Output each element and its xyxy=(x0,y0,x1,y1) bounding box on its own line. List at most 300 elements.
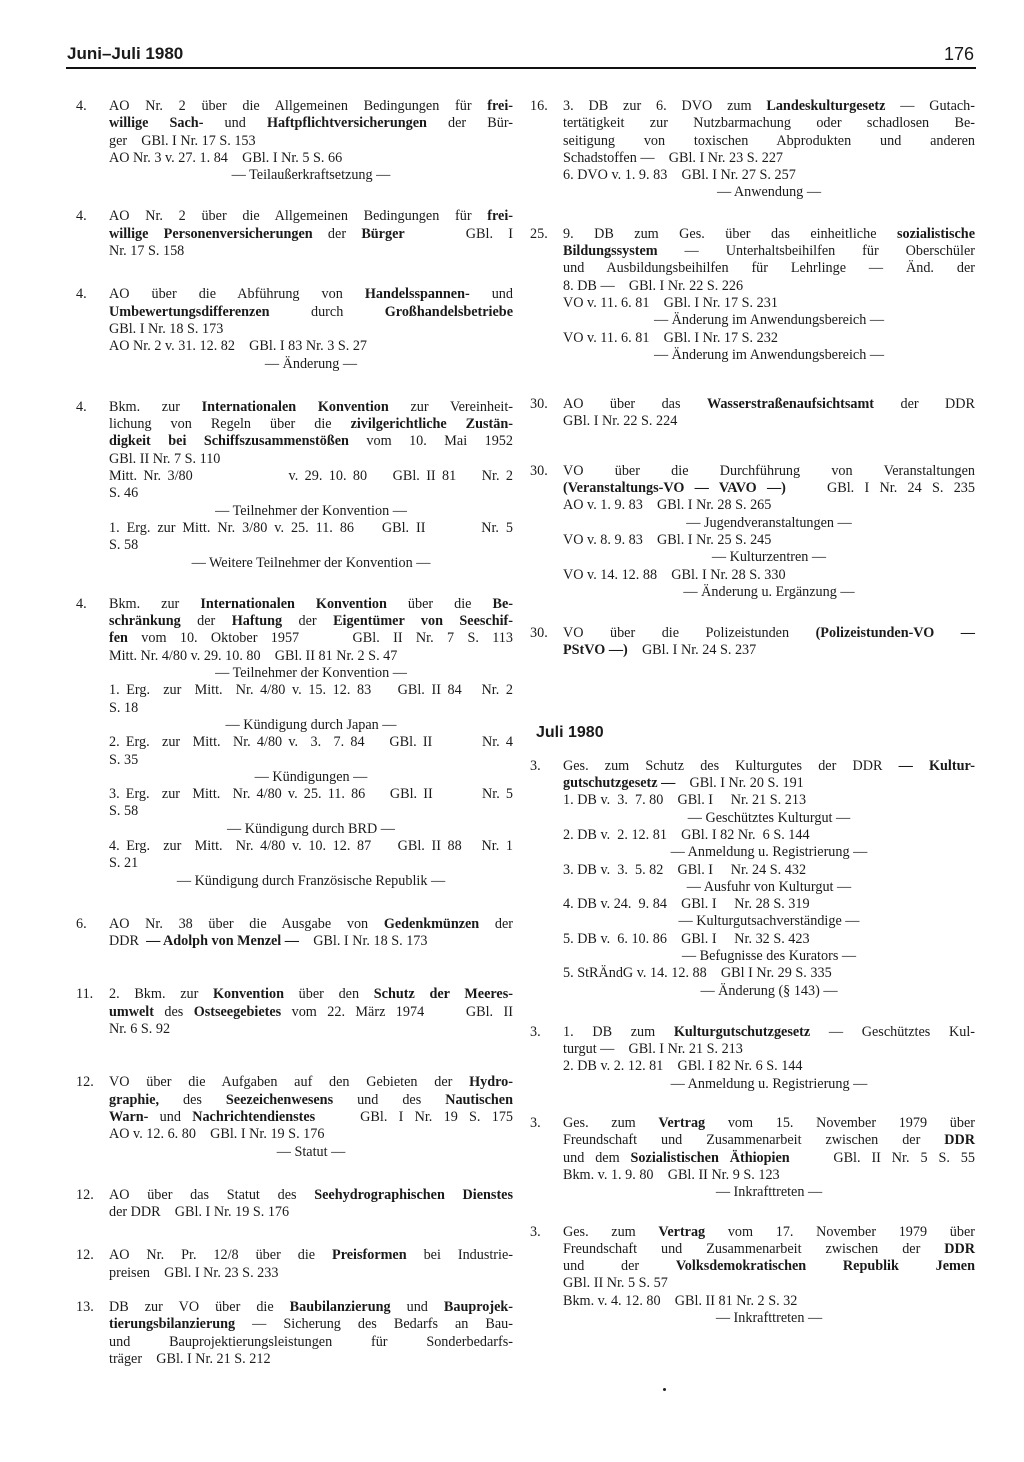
entry-line xyxy=(563,1041,975,1058)
text-run: — Änderung im Anwendungsbereich — xyxy=(653,346,885,363)
entry-line xyxy=(109,1204,513,1221)
entry-day: 12. xyxy=(76,1247,94,1264)
entry-line xyxy=(109,399,513,416)
entry-line xyxy=(109,734,513,751)
text-run: zur Vereinheit- xyxy=(388,398,513,415)
bold-keyword: Hydro- xyxy=(469,1074,513,1091)
entry-line xyxy=(563,625,975,642)
entry-line xyxy=(109,855,513,872)
register-entry xyxy=(76,1074,513,1160)
text-run: Ges. zum xyxy=(563,1223,659,1240)
entry-line xyxy=(563,278,975,295)
text-run: GBl. I Nr. 19 S. 175 xyxy=(315,1108,514,1125)
entry-line xyxy=(109,803,513,820)
bold-keyword: Großhandelsbetriebe xyxy=(384,303,513,320)
register-entry xyxy=(76,916,513,951)
entry-line xyxy=(563,642,975,659)
text-run: — Teilnehmer der Konvention — xyxy=(215,502,407,519)
entry-line xyxy=(109,1265,513,1282)
text-run: der Bür- xyxy=(426,115,513,132)
text-run: der DDR xyxy=(874,396,975,413)
entry-day: 4. xyxy=(76,398,87,415)
entry-note xyxy=(563,844,975,861)
entry-body xyxy=(563,226,975,364)
bold-keyword: Haftung xyxy=(231,613,283,630)
bold-keyword: Vertrag xyxy=(658,1115,706,1132)
register-entry xyxy=(530,396,975,431)
entry-line xyxy=(109,1092,513,1109)
text-run: — Gutach- xyxy=(885,98,975,114)
entry-line xyxy=(109,1074,513,1091)
bold-keyword: gutschutzgesetz — xyxy=(563,775,676,792)
text-run: Mitt. Nr. 3/80 v. 29. 10. 80 GBl. II 81 Nr. 2 xyxy=(109,468,513,485)
text-run: seitigung von toxischen Abprodukten und anderen xyxy=(563,132,975,149)
text-run: Bkm. v. 1. 9. 80 GBl. II Nr. 9 S. 123 xyxy=(563,1166,780,1183)
text-run: und Ausbildungsbeihilfen für Lehrlinge — Änd. der xyxy=(563,260,975,277)
text-run: VO v. 11. 6. 81 GBl. I Nr. 17 S. 232 xyxy=(563,329,778,346)
entry-line xyxy=(563,1224,975,1241)
text-run: Schadstoffen — GBl. I Nr. 23 S. 227 xyxy=(563,149,784,166)
entry-day: 25. xyxy=(530,225,548,242)
entry-line xyxy=(563,567,975,584)
text-run: — Jugendveranstaltungen — xyxy=(686,514,852,531)
text-run: träger GBl. I Nr. 21 S. 212 xyxy=(109,1350,271,1367)
register-entry xyxy=(530,463,975,601)
text-run: 4. Erg. zur Mitt. Nr. 4/80 v. 10. 12. 87 GBl. II 88 Nr. 1 xyxy=(109,837,513,854)
text-run: GBl. II Nr. 5 S. 55 xyxy=(789,1149,975,1166)
text-run: AO Nr. 38 über die Ausgabe von xyxy=(109,915,384,932)
text-run: VO v. 8. 9. 83 GBl. I Nr. 25 S. 245 xyxy=(563,531,772,548)
entry-day: 4. xyxy=(76,286,87,303)
text-run: GBl. I Nr. 22 S. 224 xyxy=(563,413,678,430)
entry-day: 30. xyxy=(530,462,548,479)
entry-body xyxy=(109,1187,513,1222)
text-run: — Statut — xyxy=(276,1143,346,1160)
entry-line xyxy=(109,752,513,769)
entry-note xyxy=(563,347,975,364)
bold-keyword: frei- xyxy=(487,98,513,114)
running-header-date-range: Juni–Juli 1980 xyxy=(67,44,184,63)
text-run: — Kündigung durch BRD — xyxy=(227,820,395,837)
entry-line xyxy=(109,1351,513,1368)
entry-body xyxy=(109,286,513,372)
bold-keyword: Ostseegebietes xyxy=(193,1003,282,1020)
entry-note xyxy=(109,769,513,786)
bold-keyword: Haftpflichtversicherungen xyxy=(266,115,427,132)
entry-line xyxy=(109,433,513,450)
entry-note xyxy=(563,1076,975,1093)
entry-line xyxy=(109,133,513,150)
register-entry xyxy=(530,1024,975,1093)
entry-line xyxy=(563,965,975,982)
july-entries xyxy=(530,758,975,1328)
june-entries xyxy=(530,98,975,660)
entry-line xyxy=(563,150,975,167)
text-run: des xyxy=(153,1003,194,1020)
text-run: und dem xyxy=(563,1149,631,1166)
entry-day: 16. xyxy=(530,98,548,114)
text-run: — Änderung im Anwendungsbereich — xyxy=(653,312,885,329)
entry-line xyxy=(563,862,975,879)
entry-day: 11. xyxy=(76,986,94,1003)
bold-keyword: Baubilanzierung xyxy=(289,1299,391,1316)
entry-line xyxy=(563,931,975,948)
register-entry xyxy=(76,399,513,572)
text-run: des xyxy=(159,1091,226,1108)
text-run: über den xyxy=(283,986,374,1003)
register-entry xyxy=(76,1247,513,1282)
register-entry xyxy=(76,286,513,372)
bold-keyword: DDR xyxy=(944,1240,975,1257)
entry-line xyxy=(563,775,975,792)
entry-day: 3. xyxy=(530,757,541,774)
bold-keyword: Be- xyxy=(492,595,514,612)
text-run: 1. Erg. zur Mitt. Nr. 3/80 v. 25. 11. 86 GBl. II Nr. 5 xyxy=(109,519,513,536)
bold-keyword: Wasserstraßenaufsichtsamt xyxy=(706,396,875,413)
text-run: Freundschaft und Zusammenarbeit zwischen der xyxy=(563,1132,945,1149)
entry-line xyxy=(109,786,513,803)
bold-keyword: sozialistische xyxy=(896,225,975,242)
bold-keyword: digkeit bei Schiffszusammenstößen xyxy=(109,433,349,450)
entry-note xyxy=(563,184,975,201)
entry-day: 4. xyxy=(76,208,87,225)
text-run: ger GBl. I Nr. 17 S. 153 xyxy=(109,132,256,149)
entry-line xyxy=(109,150,513,167)
text-run: — Befugnisse des Kurators — xyxy=(681,947,857,964)
entry-body xyxy=(563,625,975,660)
entry-line xyxy=(563,260,975,277)
entry-line xyxy=(563,1132,975,1149)
text-run: AO über das Statut des xyxy=(109,1186,315,1203)
entry-note xyxy=(563,1310,975,1327)
text-run: — Kündigung durch Französische Republik — xyxy=(176,872,446,889)
bold-keyword: Handelsspannen- xyxy=(364,286,470,303)
text-run: der xyxy=(180,613,232,630)
text-run: 2. Erg. zur Mitt. Nr. 4/80 v. 3. 7. 84 GBl. II Nr. 4 xyxy=(109,734,513,751)
entry-line xyxy=(109,1021,513,1038)
entry-line xyxy=(109,682,513,699)
entry-line xyxy=(563,758,975,775)
entry-line xyxy=(109,1126,513,1143)
bold-keyword: Volksdemokratischen Republik Jemen xyxy=(675,1258,975,1275)
entry-line xyxy=(563,115,975,132)
text-run: Nr. 6 S. 92 xyxy=(109,1021,171,1038)
text-run: — Geschütztes Kulturgut — xyxy=(687,809,851,826)
entry-note xyxy=(563,584,975,601)
entry-line xyxy=(109,933,513,950)
entry-line xyxy=(563,330,975,347)
text-run: AO Nr. 3 v. 27. 1. 84 GBl. I Nr. 5 S. 66 xyxy=(109,149,343,166)
bold-keyword: — Adolph von Menzel — xyxy=(146,933,299,950)
entry-line xyxy=(109,321,513,338)
entry-body xyxy=(109,208,513,260)
entry-day: 3. xyxy=(530,1223,541,1240)
entry-line xyxy=(563,1167,975,1184)
entry-line xyxy=(109,208,513,225)
entry-line xyxy=(109,596,513,613)
text-run: GBl. I Nr. 18 S. 173 xyxy=(109,320,224,337)
text-run: und der xyxy=(563,1258,676,1275)
header-rule xyxy=(66,67,976,69)
entry-body xyxy=(563,463,975,601)
register-entry xyxy=(76,986,513,1038)
entry-day: 12. xyxy=(76,1074,94,1091)
entry-line xyxy=(563,413,975,430)
entry-line xyxy=(109,1109,513,1126)
entry-line xyxy=(563,480,975,497)
text-run: vom 15. November 1979 über xyxy=(705,1115,975,1132)
entry-note xyxy=(109,167,513,184)
text-run: VO über die Durchführung von Veranstaltungen xyxy=(563,462,975,479)
text-run: S. 35 xyxy=(109,751,139,768)
text-run: VO v. 14. 12. 88 GBl. I Nr. 28 S. 330 xyxy=(563,566,786,583)
text-run: DDR xyxy=(109,933,147,950)
section-heading-july: Juli 1980 xyxy=(536,723,604,741)
text-run: AO Nr. 2 über die Allgemeinen Bedingungen für xyxy=(109,208,488,225)
text-run: — Unterhaltsbeihilfen für Oberschüler xyxy=(657,243,975,260)
text-run: der xyxy=(312,225,362,242)
bold-keyword: schränkung xyxy=(109,613,181,630)
entry-note xyxy=(563,515,975,532)
text-run: und des xyxy=(333,1091,446,1108)
entry-note xyxy=(563,1184,975,1201)
entry-day: 30. xyxy=(530,396,548,413)
entry-line xyxy=(563,1241,975,1258)
entry-line xyxy=(563,497,975,514)
entry-body xyxy=(109,399,513,572)
text-run: GBl. I Nr. 18 S. 173 xyxy=(299,933,428,950)
bold-keyword: Preisformen xyxy=(332,1247,407,1264)
bold-keyword: DDR xyxy=(944,1132,975,1149)
entry-line xyxy=(563,396,975,413)
entry-body xyxy=(109,1247,513,1282)
entry-day: 4. xyxy=(76,98,87,114)
entry-body xyxy=(109,1299,513,1368)
bold-keyword: willige Sach- xyxy=(109,115,204,132)
text-run: — Änderung u. Ergänzung — xyxy=(683,583,855,600)
register-entry xyxy=(530,98,975,202)
bold-keyword: — Kultur- xyxy=(898,757,975,774)
entry-line xyxy=(109,468,513,485)
text-run: vom 17. November 1979 über xyxy=(705,1223,975,1240)
entry-day: 4. xyxy=(76,595,87,612)
register-entry xyxy=(530,758,975,1000)
entry-note xyxy=(563,810,975,827)
register-entry xyxy=(76,208,513,260)
bold-keyword: Bürger xyxy=(361,225,405,242)
entry-day: 13. xyxy=(76,1299,94,1316)
text-run: 3. Erg. zur Mitt. Nr. 4/80 v. 25. 11. 86 GBl. II Nr. 5 xyxy=(109,786,513,803)
text-run: 6. DVO v. 1. 9. 83 GBl. I Nr. 27 S. 257 xyxy=(563,167,796,184)
entry-note xyxy=(563,549,975,566)
entry-line xyxy=(109,1247,513,1264)
entry-line xyxy=(109,700,513,717)
text-run: 5. DB v. 6. 10. 86 GBl. I Nr. 32 S. 423 xyxy=(563,930,810,947)
text-run: durch xyxy=(269,303,385,320)
entry-line xyxy=(109,1316,513,1333)
entry-body xyxy=(563,98,975,202)
text-run: 9. DB zum Ges. über das einheitliche xyxy=(563,225,897,242)
register-entry xyxy=(530,1115,975,1201)
entry-line xyxy=(109,304,513,321)
right-column xyxy=(530,98,975,1327)
text-run: — Teilaußerkraftsetzung — xyxy=(231,167,391,184)
text-run: AO über das xyxy=(563,396,707,413)
entry-line xyxy=(563,463,975,480)
entry-line xyxy=(563,98,975,115)
entry-note xyxy=(109,555,513,572)
entry-day: 3. xyxy=(530,1115,541,1132)
entry-line xyxy=(109,1004,513,1021)
text-run: AO über die Abführung von xyxy=(109,286,365,303)
entry-body xyxy=(563,1024,975,1093)
text-run: — Kulturgutsachverständige — xyxy=(678,913,860,930)
text-run: Freundschaft und Zusammenarbeit zwischen der xyxy=(563,1240,945,1257)
entry-line xyxy=(109,916,513,933)
bold-keyword: Bildungssystem xyxy=(563,243,658,260)
text-run: S. 18 xyxy=(109,699,139,716)
entry-body xyxy=(109,596,513,890)
entry-line xyxy=(109,648,513,665)
entry-line xyxy=(109,286,513,303)
entry-body xyxy=(109,986,513,1038)
text-run: 3. DB zur 6. DVO zum xyxy=(563,98,767,114)
entry-line xyxy=(563,1275,975,1292)
text-run: der xyxy=(479,915,513,932)
text-run: — Anwendung — xyxy=(716,184,822,201)
text-run: 2. DB v. 2. 12. 81 GBl. I 82 Nr. 6 S. 144 xyxy=(563,826,810,843)
entry-line xyxy=(109,451,513,468)
entry-line xyxy=(109,98,513,115)
entry-line xyxy=(563,792,975,809)
text-run: — Sicherung des Bedarfs an Bau- xyxy=(235,1316,513,1333)
entry-line xyxy=(563,1115,975,1132)
text-run: VO über die Aufgaben auf den Gebieten der xyxy=(109,1074,470,1091)
register-entry xyxy=(76,596,513,890)
text-run: — Inkrafttreten — xyxy=(715,1310,823,1327)
text-run: 2. DB v. 2. 12. 81 GBl. I 82 Nr. 6 S. 144 xyxy=(563,1058,803,1075)
text-run: Ges. zum xyxy=(563,1115,659,1132)
bold-keyword: frei- xyxy=(487,208,513,225)
entry-note xyxy=(109,1144,513,1161)
entry-line xyxy=(563,226,975,243)
bold-keyword: Schutz der Meeres- xyxy=(373,986,513,1003)
bold-keyword: umwelt xyxy=(109,1003,154,1020)
text-run: der xyxy=(282,613,334,630)
entry-line xyxy=(109,630,513,647)
bold-keyword: Internationalen Konvention xyxy=(200,595,387,612)
entry-body xyxy=(109,916,513,951)
entry-body xyxy=(563,396,975,431)
text-run: Bkm. zur xyxy=(109,398,202,415)
text-run: — Kündigung durch Japan — xyxy=(225,716,397,733)
text-run: und xyxy=(148,1108,193,1125)
text-run: GBl. I xyxy=(404,225,513,242)
text-run: und xyxy=(390,1299,444,1316)
entry-line xyxy=(109,1299,513,1316)
bold-keyword: Landeskulturgesetz xyxy=(766,98,886,114)
register-entry xyxy=(76,1299,513,1368)
text-run: Bkm. v. 4. 12. 80 GBl. II 81 Nr. 2 S. 32 xyxy=(563,1292,798,1309)
entry-body xyxy=(563,1115,975,1201)
text-run: Mitt. Nr. 4/80 v. 29. 10. 80 GBl. II 81 Nr. 2 S. 47 xyxy=(109,647,398,664)
bold-keyword: Bauprojek- xyxy=(443,1299,514,1316)
entry-line xyxy=(109,1334,513,1351)
entry-body xyxy=(563,1224,975,1328)
register-entry xyxy=(530,625,975,660)
text-run: AO v. 12. 6. 80 GBl. I Nr. 19 S. 176 xyxy=(109,1126,325,1143)
bold-keyword: willige Personenversicherungen xyxy=(109,225,313,242)
bold-keyword: Konvention xyxy=(213,986,284,1003)
text-run: — Weitere Teilnehmer der Konvention — xyxy=(191,554,431,571)
bold-keyword: Warn- xyxy=(109,1108,149,1125)
text-run: AO Nr. Pr. 12/8 über die xyxy=(109,1247,333,1264)
text-run: und xyxy=(203,115,267,132)
text-run: VO über die Polizeistunden xyxy=(563,625,816,642)
text-run: S. 58 xyxy=(109,537,139,554)
bold-keyword: PStVO —) xyxy=(563,642,628,659)
text-run: vom 10. Mai 1952 xyxy=(348,433,513,450)
text-run: — Anmeldung u. Registrierung — xyxy=(670,844,868,861)
left-column xyxy=(76,98,513,1368)
entry-line xyxy=(563,532,975,549)
entry-note xyxy=(109,503,513,520)
entry-line xyxy=(109,485,513,502)
bold-keyword: tierungsbilanzierung xyxy=(109,1316,236,1333)
text-run: 5. StRÄndG v. 14. 12. 88 GBl I Nr. 29 S. 335 xyxy=(563,965,832,982)
text-run: — Ausfuhr von Kulturgut — xyxy=(686,878,852,895)
text-run: 1. DB zum xyxy=(563,1023,674,1040)
text-run: und Bauprojektierungsleistungen für Sonderbedarfs- xyxy=(109,1333,513,1350)
text-run: S. 46 xyxy=(109,485,139,502)
text-run: Nr. 17 S. 158 xyxy=(109,243,185,260)
text-run: preisen GBl. I Nr. 23 S. 233 xyxy=(109,1264,279,1281)
text-run: GBl. I Nr. 20 S. 191 xyxy=(675,775,804,792)
text-run: AO v. 1. 9. 83 GBl. I Nr. 28 S. 265 xyxy=(563,497,772,514)
text-run: — Anmeldung u. Registrierung — xyxy=(670,1075,868,1092)
text-run: lichung von Regeln über die xyxy=(109,416,351,433)
bold-keyword: (Veranstaltungs-VO — VAVO —) xyxy=(563,480,786,497)
entry-body xyxy=(109,98,513,184)
bold-keyword: Seehydrographischen Dienstes xyxy=(314,1186,513,1203)
entry-line xyxy=(563,295,975,312)
entry-line xyxy=(563,167,975,184)
bold-keyword: Seezeichenwesens xyxy=(225,1091,334,1108)
text-run: GBl. I Nr. 24 S. 237 xyxy=(627,642,757,659)
bold-keyword: zivilgerichtliche Zustän- xyxy=(350,416,513,433)
entry-line xyxy=(109,1187,513,1204)
text-run: GBl. II Nr. 5 S. 57 xyxy=(563,1275,668,1292)
bold-keyword: Gedenkmünzen xyxy=(383,915,480,932)
entry-note xyxy=(109,821,513,838)
entry-line xyxy=(563,1058,975,1075)
entry-line xyxy=(109,537,513,554)
entry-line xyxy=(109,520,513,537)
entry-note xyxy=(109,356,513,373)
text-run: der DDR GBl. I Nr. 19 S. 176 xyxy=(109,1204,290,1221)
text-run: 2. Bkm. zur xyxy=(109,986,214,1003)
entry-line xyxy=(563,896,975,913)
text-run: 8. DB — GBl. I Nr. 22 S. 226 xyxy=(563,277,744,294)
entry-line xyxy=(563,1258,975,1275)
entry-line xyxy=(109,838,513,855)
entry-line xyxy=(563,133,975,150)
entry-line xyxy=(109,416,513,433)
entry-note xyxy=(563,879,975,896)
entry-note xyxy=(109,717,513,734)
text-run: turgut — GBl. I Nr. 21 S. 213 xyxy=(563,1041,743,1058)
entry-note xyxy=(109,873,513,890)
